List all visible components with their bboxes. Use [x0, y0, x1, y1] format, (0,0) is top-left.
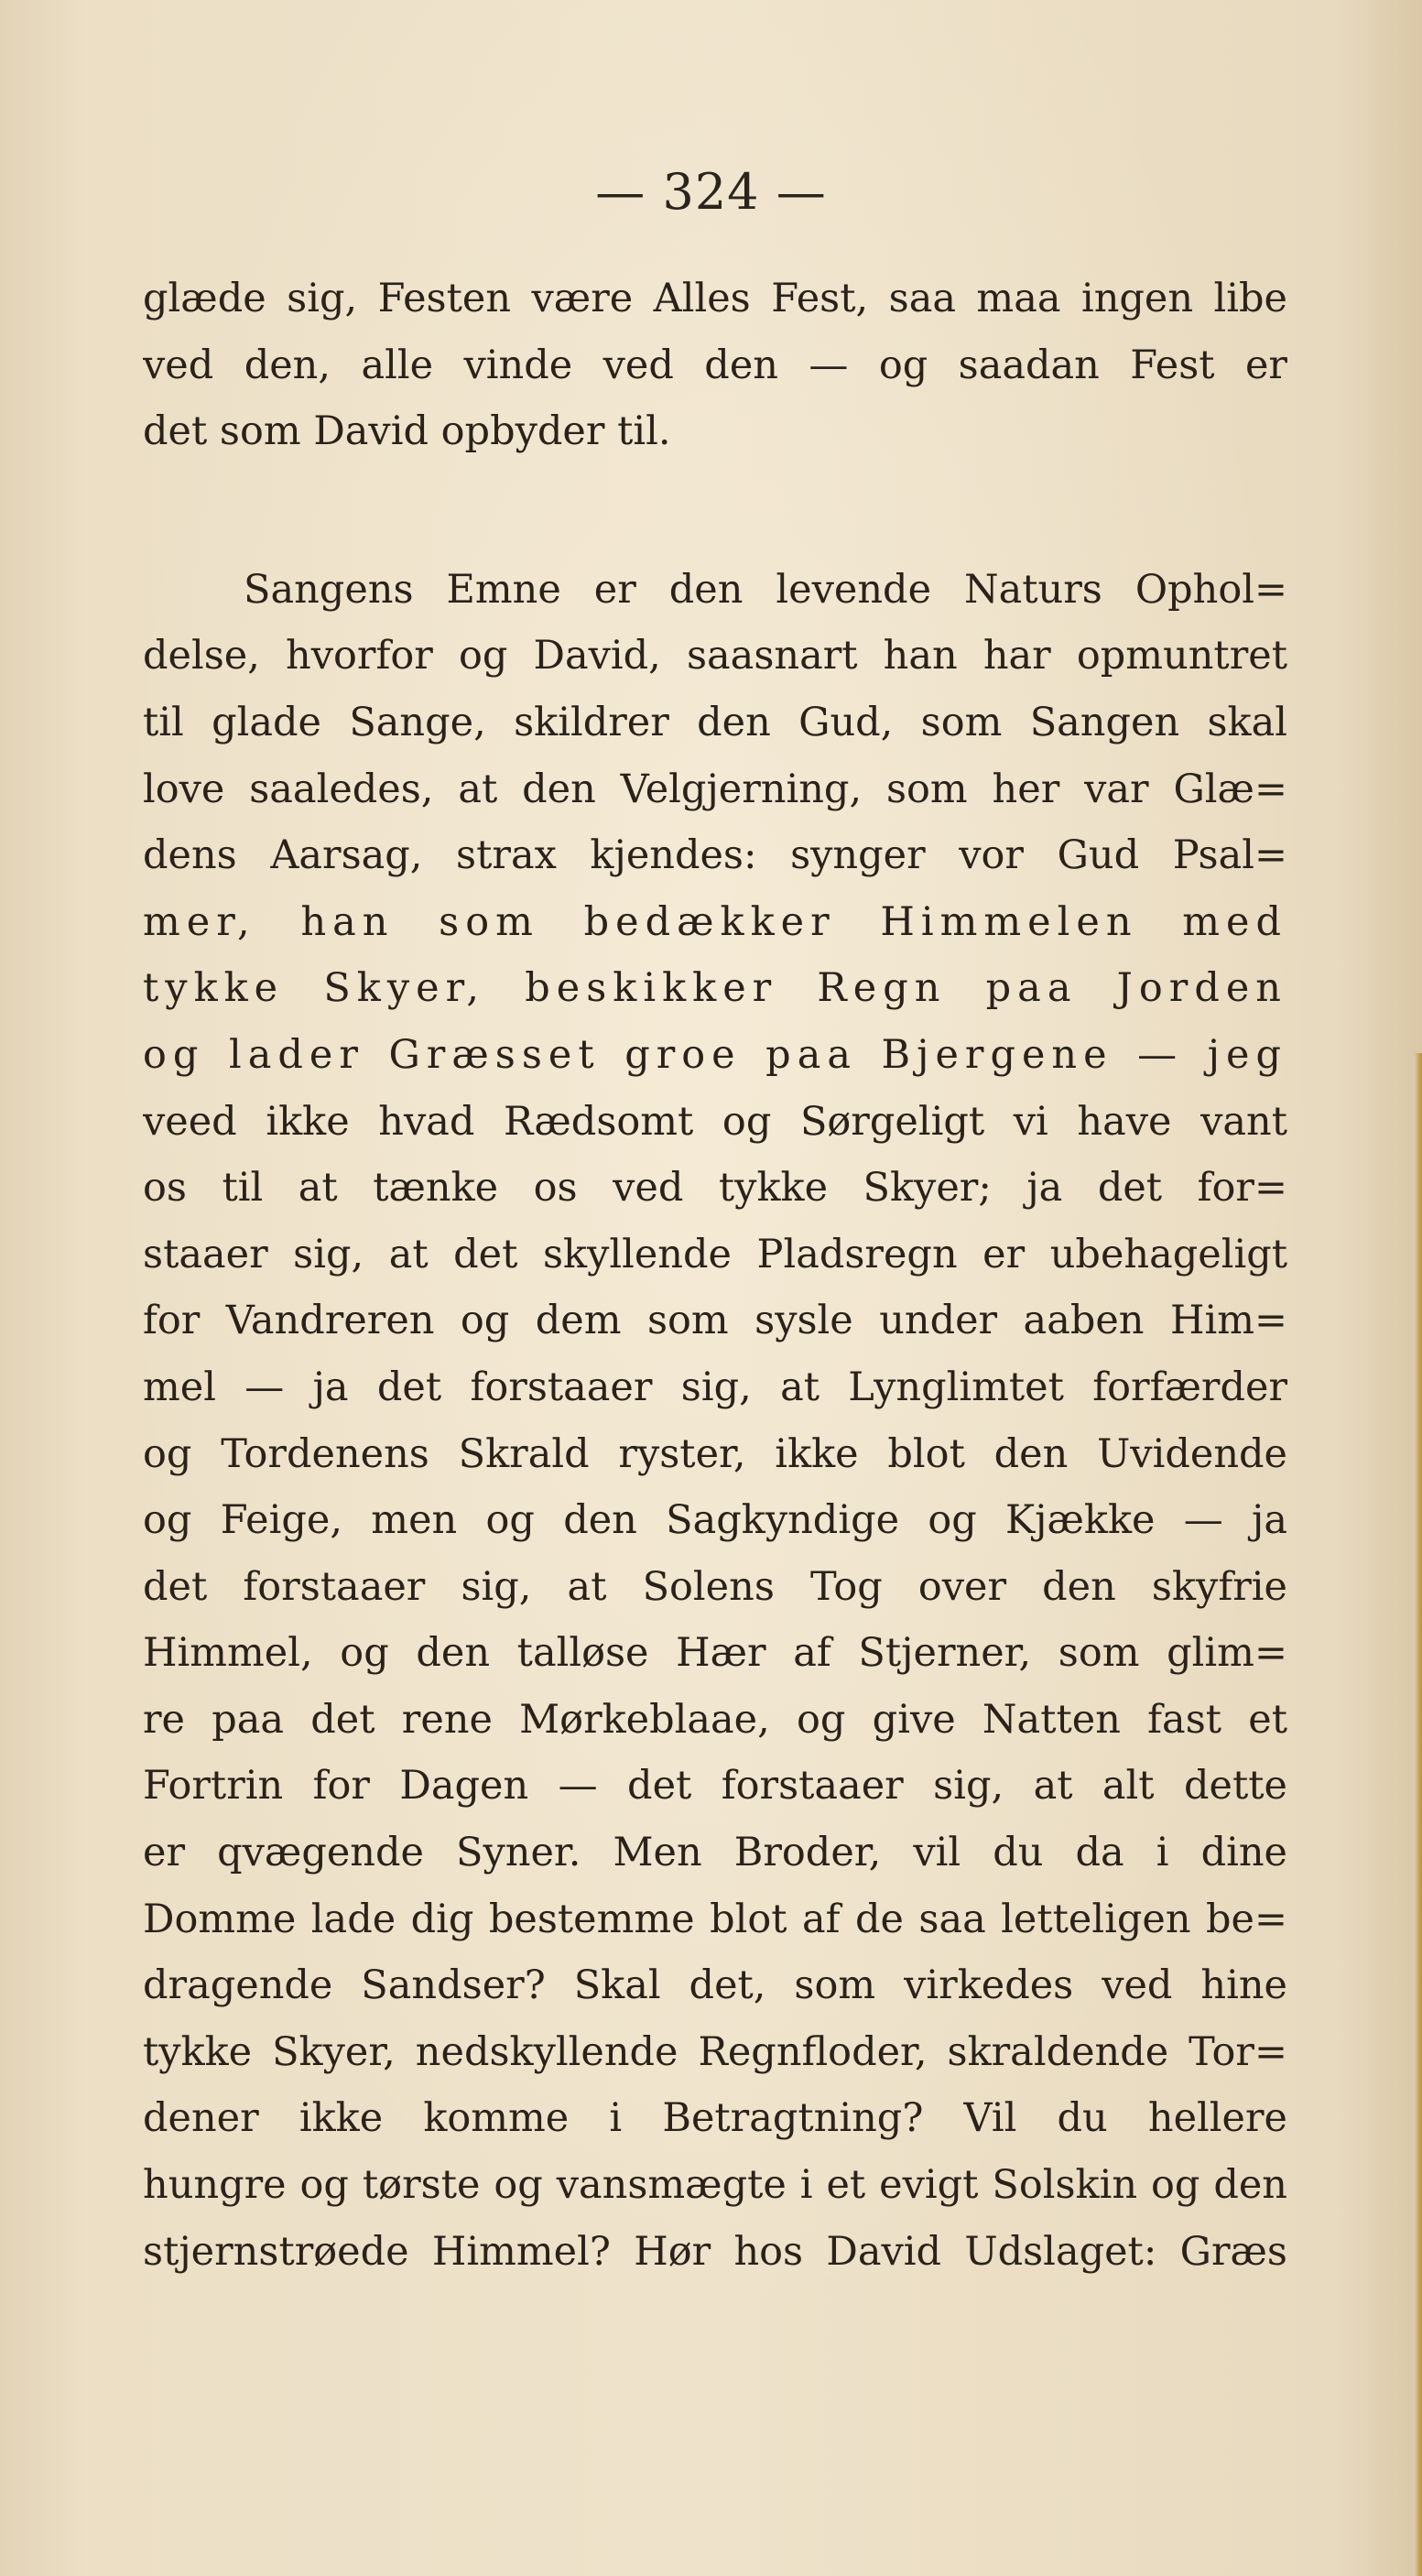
text-line: Fortrin for Dagen — det forstaaer sig, at alt dette	[143, 1763, 1287, 1810]
paragraph-2	[143, 557, 1287, 2285]
text-line: delse, hvorfor og David, saasnart han har opmuntret	[143, 633, 1287, 679]
text-line: Sangens Emne er den levende Naturs Ophol=	[244, 566, 1287, 613]
text-line: ved den, alle vinde ved den — og saadan Fest er	[143, 342, 1287, 388]
text-line: Himmel, og den talløse Hær af Stjerner, som glim=	[143, 1630, 1287, 1677]
page-edge-shadow	[1415, 1053, 1422, 2576]
text-line: det forstaaer sig, at Solens Tog over den skyfrie	[143, 1563, 1287, 1610]
text-line: og Tordenens Skrald ryster, ikke blot den Uvidende	[143, 1430, 1287, 1477]
text-line: tykke Skyer, beskikker Regn paa Jorden	[143, 965, 1287, 1012]
text-line: dener ikke komme i Betragtning? Vil du hellere	[143, 2095, 1287, 2142]
text-line: staaer sig, at det skyllende Pladsregn er ubehageligt	[143, 1231, 1287, 1277]
text-line: mel — ja det forstaaer sig, at Lynglimtet forfærder	[143, 1364, 1287, 1410]
text-line: glæde sig, Festen være Alles Fest, saa maa ingen libe	[143, 276, 1287, 321]
text-line: og Feige, men og den Sagkyndige og Kjække — ja	[143, 1497, 1287, 1544]
page-number: — 324 —	[595, 163, 827, 221]
text-line: dens Aarsag, strax kjendes: synger vor Gud Psal=	[143, 832, 1287, 879]
paragraph-1	[143, 266, 1287, 465]
text-line: dragende Sandser? Skal det, som virkedes ved hine	[143, 1962, 1287, 2009]
paragraph-gap	[143, 465, 1287, 557]
text-line: mer, han som bedækker Himmelen med	[143, 898, 1287, 945]
text-line: love saaledes, at den Velgjerning, som her var Glæ=	[143, 766, 1287, 812]
text-line: re paa det rene Mørkeblaae, og give Natten fast et	[143, 1696, 1287, 1743]
body-text	[143, 266, 1287, 2285]
text-line: det som David opbyder til.	[143, 408, 671, 455]
text-line: for Vandreren og dem som sysle under aaben Him=	[143, 1298, 1287, 1344]
text-line: Domme lade dig bestemme blot af de saa letteligen be=	[143, 1896, 1287, 1942]
text-line: tykke Skyer, nedskyllende Regnfloder, skraldende Tor=	[143, 2028, 1287, 2075]
text-line: til glade Sange, skildrer den Gud, som Sangen skal	[143, 699, 1287, 745]
text-line: stjernstrøede Himmel? Hør hos David Udslaget: Græs	[143, 2228, 1287, 2275]
text-line: er qvægende Syner. Men Broder, vil du da i dine	[143, 1830, 1287, 1876]
text-line: og lader Græsset groe paa Bjergene — jeg	[143, 1031, 1287, 1078]
text-line: os til at tænke os ved tykke Skyer; ja det for=	[143, 1165, 1287, 1212]
text-line: veed ikke hvad Rædsomt og Sørgeligt vi have vant	[143, 1098, 1287, 1145]
text-line: hungre og tørste og vansmægte i et evigt Solskin og den	[143, 2162, 1287, 2209]
